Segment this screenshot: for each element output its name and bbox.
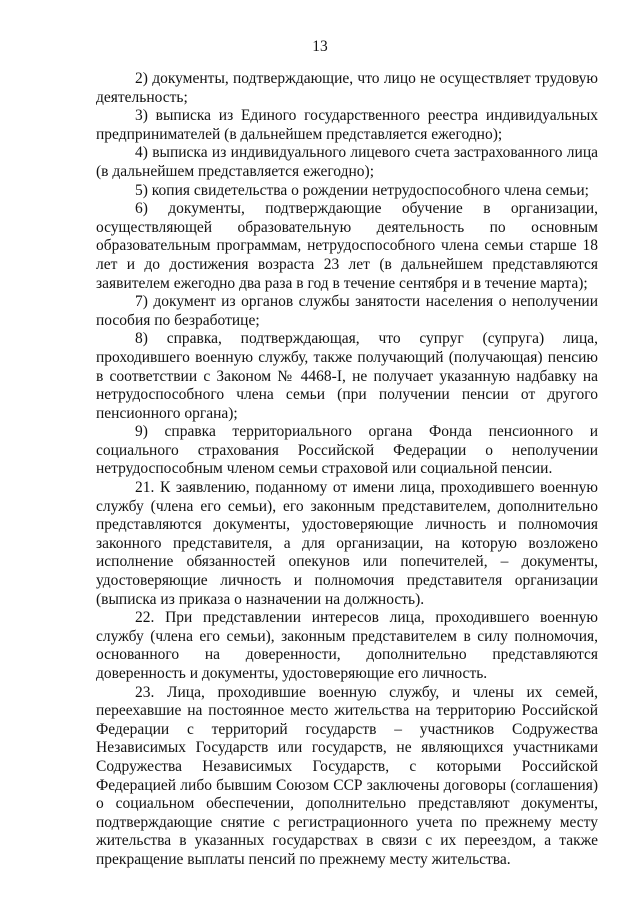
list-item-7-employment-service-document: 7) документ из органов службы занятости населения о неполучении пособия по безработице; <box>96 293 598 329</box>
list-item-8-spouse-certificate: 8) справка, подтверждающая, что супруг (супруга) лица, проходившего военную службу, также получающий (получающая) пенсию в соответствии с Законом № 4468-I, не получает указанную надбавку на нетрудоспособного члена семьи (при получении пенсии от другого пенсионного органа); <box>96 330 598 422</box>
list-item-9-pension-fund-certificate: 9) справка территориального органа Фонда пенсионного и социального страхования Российской Федерации о неполучении нетрудоспособным членом семьи страховой или социальной пенсии. <box>96 423 598 478</box>
clause-22: 22. При представлении интересов лица, проходившего военную службу (члена его семьи), законным представителем в силу полномочия, основанного на доверенности, дополнительно представляются доверенность и документы, удостоверяющие его личность. <box>96 609 598 682</box>
list-item-6-education-documents: 6) документы, подтверждающие обучение в организации, осуществляющей образовательную деятельность по основным образовательным программам, нетрудоспособного члена семьи старше 18 лет и до достижения возраста 23 лет (в дальнейшем представляются заявителем ежегодно два раза в год в течение сентября и в течение марта); <box>96 200 598 292</box>
page-number: 13 <box>312 38 328 55</box>
list-item-3-egrip-extract: 3) выписка из Единого государственного реестра индивидуальных предпринимателей (в дальнейшем представляется ежегодно); <box>96 107 598 143</box>
list-item-4-personal-account-extract: 4) выписка из индивидуального лицевого счета застрахованного лица (в дальнейшем представляется ежегодно); <box>96 144 598 180</box>
list-item-2-work-status: 2) документы, подтверждающие, что лицо не осуществляет трудовую деятельность; <box>96 70 598 106</box>
clause-21: 21. К заявлению, поданному от имени лица, проходившего военную службу (члена его семьи), его законным представителем, дополнительно представляются документы, удостоверяющие личность и полномочия законного представителя, а для организации, на которую возложено исполнение обязанностей опекунов или попечителей, – документы, удостоверяющие личность и полномочия представителя организации (выписка из приказа о назначении на должность). <box>96 479 598 608</box>
document-body <box>96 70 598 870</box>
clause-23: 23. Лица, проходившие военную службу, и члены их семей, переехавшие на постоянное место жительства на территорию Российской Федерации с территорий государств – участников Содружества Независимых Государств или государств, не являющихся участниками Содружества Независимых Государств, с которыми Российской Федерацией либо бывшим Союзом ССР заключены договоры (соглашения) о социальном обеспечении, дополнительно представляют документы, подтверждающие снятие с регистрационного учета по прежнему месту жительства в указанных государствах в связи с их переездом, а также прекращение выплаты пенсий по прежнему месту жительства. <box>96 683 598 868</box>
list-item-5-birth-certificate: 5) копия свидетельства о рождении нетрудоспособного члена семьи; <box>135 181 589 199</box>
